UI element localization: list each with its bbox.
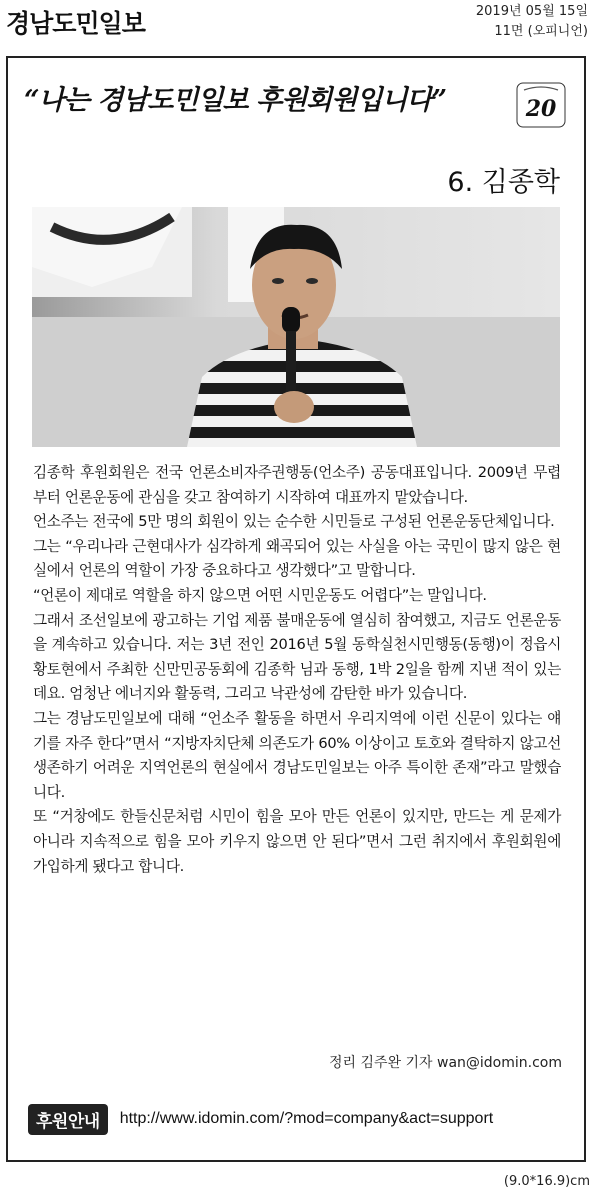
body-paragraph: “언론이 제대로 역할을 하지 않으면 어떤 시민운동도 어렵다”는 말입니다. bbox=[33, 586, 487, 604]
body-paragraph: 언소주는 전국에 5만 명의 회원이 있는 순수한 시민들로 구성된 언론운동단체입니다. bbox=[33, 513, 555, 531]
print-dimensions: (9.0*16.9)cm bbox=[503, 1174, 590, 1189]
newspaper-masthead: 경남도민일보 bbox=[6, 9, 145, 38]
body-paragraph: 그는 경남도민일보에 대해 “언소주 활동을 하면서 우리지역에 이런 신문이 있다는 얘기를 자주 한다”면서 “지방자치단체 의존도가 60% 이상이고 토호와 결탁하지 않고선 생존하기 어려운 지역언론의 현실에서 경남도민일보는 아주 특이한 존재”라고 말했습니다. bbox=[33, 709, 561, 801]
support-info bbox=[28, 1104, 493, 1134]
support-url-link[interactable]: http://www.idomin.com/?mod=company&act=support bbox=[119, 1110, 494, 1127]
body-paragraph: 김종학 후원회원은 전국 언론소비자주권행동(언소주) 공동대표입니다. 2009년 무렵부터 언론운동에 관심을 갖고 참여하기 시작하여 대표까지 맡았습니다. bbox=[33, 464, 561, 506]
article-headline: “나는 경남도민일보 후원회원입니다” bbox=[24, 85, 447, 116]
badge-text: 20 bbox=[525, 96, 557, 122]
anniversary-badge-icon bbox=[516, 82, 566, 128]
body-paragraph: 또 “거창에도 한들신문처럼 시민이 힘을 모아 만든 언론이 있지만, 만드는 게 문제가 아니라 지속적으로 힘을 모아 키우지 않으면 안 된다”면서 그런 취지에서 후원회원에 가입하게 됐다고 합니다. bbox=[33, 808, 561, 875]
portrait-photo bbox=[32, 207, 560, 447]
issue-meta bbox=[476, 2, 588, 42]
body-paragraph: 그래서 조선일보에 광고하는 기업 제품 불매운동에 열심히 참여했고, 지금도 언론운동을 계속하고 있습니다. 저는 3년 전인 2016년 5월 동학실천시민행동(동행)이 정읍시 황토현에서 주최한 신만민공동회에 김종학 님과 동행, 1박 2일을 함께 지낸 적이 있는데요. 엄청난 에너지와 활동력, 그리고 낙관성에 감탄한 바가 있습니다. bbox=[33, 611, 561, 703]
issue-page: 11면 (오피니언) bbox=[494, 24, 588, 39]
article-body bbox=[33, 461, 561, 879]
support-label: 후원안내 bbox=[28, 1104, 108, 1135]
issue-date: 2019년 05월 15일 bbox=[475, 4, 588, 19]
body-paragraph: 그는 “우리나라 근현대사가 심각하게 왜곡되어 있는 사실을 아는 국민이 많지 않은 현실에서 언론의 역할이 가장 중요하다고 생각했다”고 말합니다. bbox=[33, 537, 561, 580]
reporter-byline: 정리 김주완 기자 wan@idomin.com bbox=[328, 1055, 562, 1071]
series-label: 6. 김종학 bbox=[447, 167, 560, 198]
speaker-illustration bbox=[32, 207, 560, 447]
